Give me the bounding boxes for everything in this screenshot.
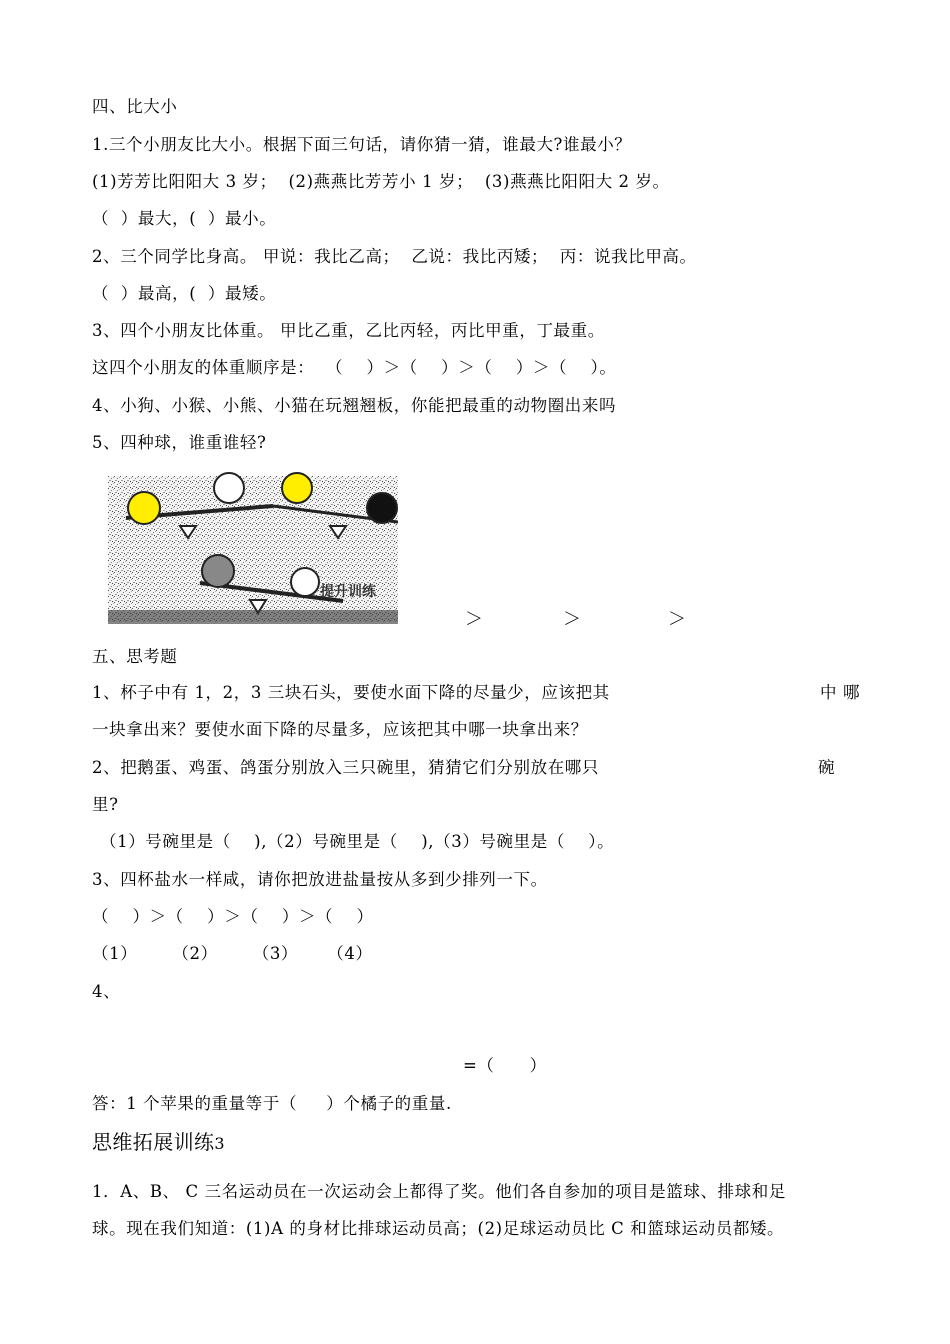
question-text: 里?: [92, 795, 119, 814]
answer-blank: =（ ）: [463, 1056, 547, 1075]
question-text: 3、四杯盐水一样咸，请你把放进盐量按从多到少排列一下。: [92, 870, 548, 889]
balance-balls-image: [108, 470, 398, 624]
greater-than: ＞: [668, 609, 686, 630]
answer-blank: 这四个小朋友的体重顺序是： （ ）＞（ ）＞（ ）＞（ ）。: [92, 358, 617, 377]
question-text: 一块拿出来？要使水面下降的尽量多，应该把其中哪一块拿出来？: [92, 720, 588, 739]
section-heading: 四、比大小: [92, 97, 178, 116]
question-text: 2、把鹅蛋、鸡蛋、鸽蛋分别放入三只碗里，猜猜它们分别放在哪只: [92, 758, 599, 777]
question-text: 碗: [818, 758, 836, 777]
question-text: 2、三个同学比身高。 甲说：我比乙高； 乙说：我比丙矮； 丙：说我比甲高。: [92, 247, 697, 266]
question-text: (1)芳芳比阳阳大 3 岁； (2)燕燕比芳芳小 1 岁； (3)燕燕比阳阳大 2 岁。: [92, 172, 670, 191]
question-text: 4、小狗、小猴、小熊、小猫在玩翘翘板，你能把最重的动物圈出来吗: [92, 396, 617, 415]
answer-blank: （ ）＞（ ）＞（ ）＞（ ）: [92, 907, 374, 926]
answer-blank: （1）号碗里是（ ),（2）号碗里是（ ),（3）号碗里是（ ）。: [100, 832, 615, 851]
question-text: 中 哪: [820, 683, 861, 702]
image-caption: 提升训练: [320, 584, 376, 600]
question-text: 球。现在我们知道：(1)A 的身材比排球运动员高；(2)足球运动员比 C 和篮球运动员都矮。: [92, 1219, 785, 1238]
question-text: 3、四个小朋友比体重。 甲比乙重，乙比丙轻，丙比甲重，丁最重。: [92, 321, 605, 340]
answer-blank: （ ）最大，( ）最小。: [92, 209, 277, 228]
question-text: 5、四种球，谁重谁轻?: [92, 433, 267, 452]
question-text: 1.三个小朋友比大小。根据下面三句话，请你猜一猜，谁最大?谁最小？: [92, 135, 632, 154]
section-heading: 五、思考题: [92, 647, 178, 666]
cup-labels: （1） （2） （3） （4）: [92, 944, 373, 963]
question-text: 4、: [92, 982, 121, 1001]
answer-blank: （ ）最高，( ）最矮。: [92, 284, 277, 303]
greater-than: ＞: [465, 609, 483, 630]
question-text: 1、杯子中有 1，2，3 三块石头，要使水面下降的尽量少，应该把其: [92, 683, 610, 702]
training-title: 思维拓展训练3: [92, 1130, 225, 1154]
answer-text: 答：1 个苹果的重量等于（ ）个橘子的重量.: [92, 1094, 452, 1113]
greater-than: ＞: [563, 609, 581, 630]
question-text: 1．A、B、 C 三名运动员在一次运动会上都得了奖。他们各自参加的项目是篮球、排球和足: [92, 1182, 786, 1201]
